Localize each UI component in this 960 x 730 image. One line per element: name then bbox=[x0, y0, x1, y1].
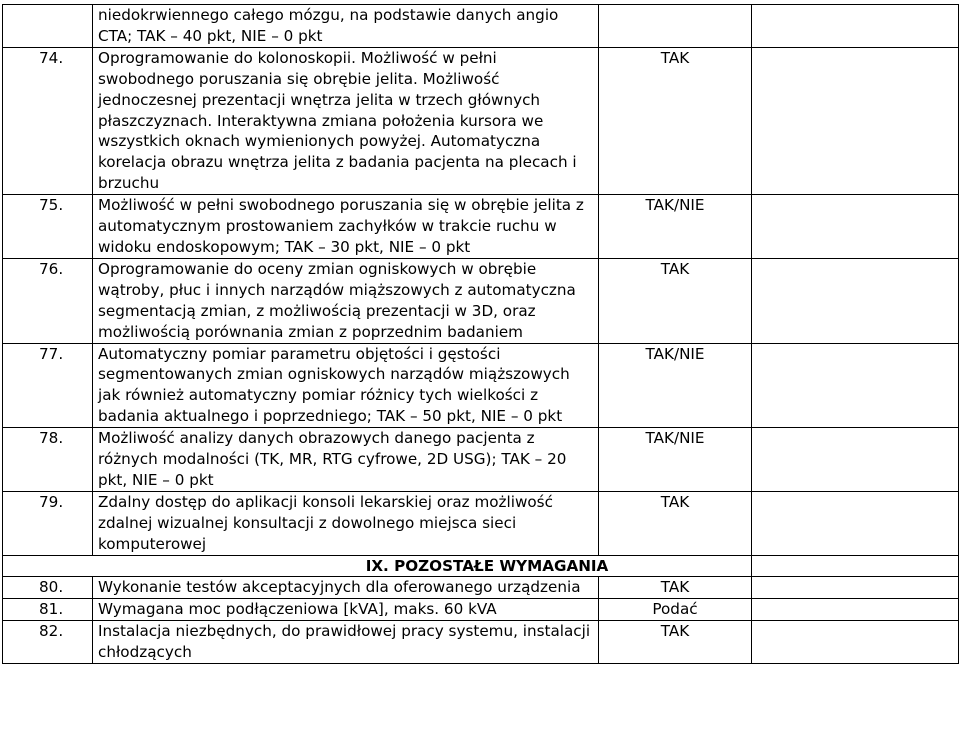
table-row bbox=[3, 343, 959, 428]
row-value: Podać bbox=[599, 599, 752, 621]
row-value: TAK bbox=[599, 491, 752, 555]
row-value: TAK bbox=[599, 577, 752, 599]
empty-cell bbox=[752, 195, 959, 259]
row-description: Wymagana moc podłączeniowa [kVA], maks. 60 kVA bbox=[93, 599, 599, 621]
empty-cell bbox=[752, 428, 959, 492]
row-value bbox=[599, 5, 752, 48]
table-row bbox=[3, 491, 959, 555]
table-row bbox=[3, 5, 959, 48]
row-number: 81. bbox=[3, 599, 93, 621]
row-number bbox=[3, 5, 93, 48]
row-number: 74. bbox=[3, 47, 93, 194]
empty-cell bbox=[752, 577, 959, 599]
empty-cell bbox=[752, 47, 959, 194]
row-value: TAK/NIE bbox=[599, 195, 752, 259]
table-row bbox=[3, 599, 959, 621]
table-row bbox=[3, 428, 959, 492]
table-row bbox=[3, 621, 959, 664]
table-row bbox=[3, 577, 959, 599]
section-title: IX. POZOSTAŁE WYMAGANIA bbox=[3, 555, 752, 577]
empty-cell bbox=[752, 491, 959, 555]
row-value: TAK/NIE bbox=[599, 428, 752, 492]
empty-cell bbox=[752, 599, 959, 621]
empty-cell bbox=[752, 343, 959, 428]
row-description: Możliwość analizy danych obrazowych danego pacjenta z różnych modalności (TK, MR, RTG cyfrowe, 2D USG); TAK – 20 pkt, NIE – 0 pkt bbox=[93, 428, 599, 492]
row-description: Wykonanie testów akceptacyjnych dla oferowanego urządzenia bbox=[93, 577, 599, 599]
empty-cell bbox=[752, 621, 959, 664]
row-value: TAK bbox=[599, 47, 752, 194]
row-value: TAK/NIE bbox=[599, 343, 752, 428]
row-number: 76. bbox=[3, 258, 93, 343]
empty-cell bbox=[752, 555, 959, 577]
table-row bbox=[3, 195, 959, 259]
section-header-row bbox=[3, 555, 959, 577]
empty-cell bbox=[752, 258, 959, 343]
row-description: Oprogramowanie do oceny zmian ogniskowych w obrębie wątroby, płuc i innych narządów miąższowych z automatyczna segmentacją zmian, z możliwością prezentacji w 3D, oraz możliwością porównania zmian z poprzednim badaniem bbox=[93, 258, 599, 343]
empty-cell bbox=[752, 5, 959, 48]
row-number: 78. bbox=[3, 428, 93, 492]
table-row bbox=[3, 258, 959, 343]
row-description: niedokrwiennego całego mózgu, na podstawie danych angio CTA; TAK – 40 pkt, NIE – 0 pkt bbox=[93, 5, 599, 48]
row-number: 80. bbox=[3, 577, 93, 599]
row-description: Instalacja niezbędnych, do prawidłowej pracy systemu, instalacji chłodzących bbox=[93, 621, 599, 664]
row-number: 79. bbox=[3, 491, 93, 555]
row-description: Możliwość w pełni swobodnego poruszania się w obrębie jelita z automatycznym prostowaniem zachyłków w trakcie ruchu w widoku endoskopowym; TAK – 30 pkt, NIE – 0 pkt bbox=[93, 195, 599, 259]
row-value: TAK bbox=[599, 258, 752, 343]
table-row bbox=[3, 47, 959, 194]
row-description: Automatyczny pomiar parametru objętości i gęstości segmentowanych zmian ogniskowych narządów miąższowych jak również automatyczny pomiar różnicy tych wielkości z badania aktualnego i poprzedniego; TAK – 50 pkt, NIE – 0 pkt bbox=[93, 343, 599, 428]
requirements-table bbox=[2, 4, 959, 664]
row-number: 75. bbox=[3, 195, 93, 259]
row-description: Oprogramowanie do kolonoskopii. Możliwość w pełni swobodnego poruszania się obrębie jelita. Możliwość jednoczesnej prezentacji wnętrza jelita w trzech głównych płaszczyznach. Interaktywna zmiana położenia kursora we wszystkich oknach wymienionych powyżej. Automatyczna korelacja obrazu wnętrza jelita z badania pacjenta na plecach i brzuchu bbox=[93, 47, 599, 194]
row-number: 82. bbox=[3, 621, 93, 664]
row-description: Zdalny dostęp do aplikacji konsoli lekarskiej oraz możliwość zdalnej wizualnej konsultacji z dowolnego miejsca sieci komputerowej bbox=[93, 491, 599, 555]
row-value: TAK bbox=[599, 621, 752, 664]
row-number: 77. bbox=[3, 343, 93, 428]
